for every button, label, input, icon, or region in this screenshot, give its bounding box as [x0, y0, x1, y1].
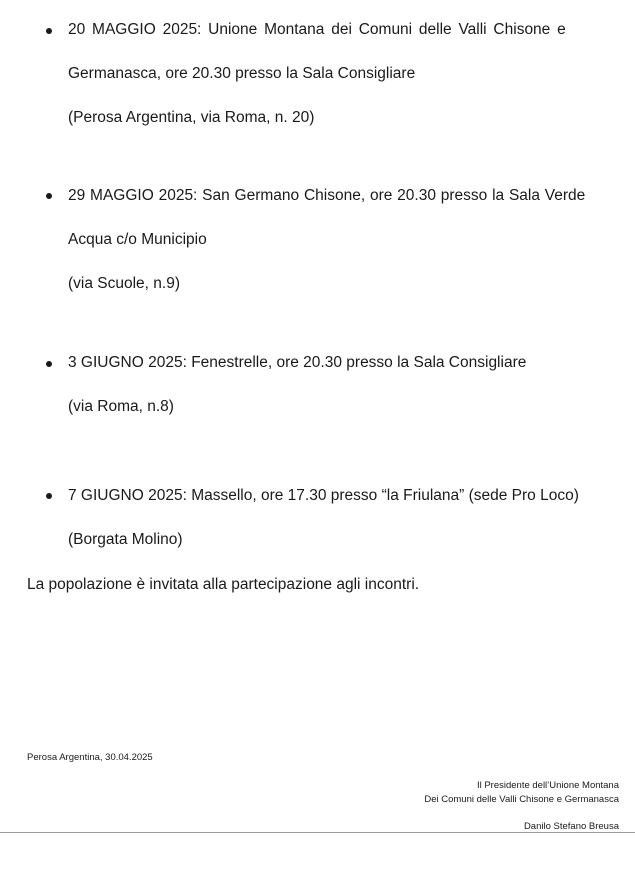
- bullet-icon: [46, 193, 54, 201]
- event-3-line-2: (via Roma, n.8): [68, 398, 174, 415]
- event-1-line-2: Germanasca, ore 20.30 presso la Sala Consigliare: [68, 65, 416, 82]
- bullet-icon: [46, 493, 54, 501]
- event-4-line-2: (Borgata Molino): [68, 531, 183, 548]
- signature-title-line-1: Il Presidente dell’Unione Montana: [476, 780, 619, 791]
- event-item-3: [68, 353, 620, 417]
- event-2-line-3: (via Scuole, n.9): [68, 275, 180, 292]
- event-1-line-3: (Perosa Argentina, via Roma, n. 20): [68, 109, 315, 126]
- signature-name: Danilo Stefano Breusa: [523, 821, 619, 832]
- signature-title-line-2: Dei Comuni delle Valli Chisone e Germanasca: [424, 794, 619, 805]
- event-4-line-1: 7 GIUGNO 2025: Massello, ore 17.30 presso “la Friulana” (sede Pro Loco): [68, 487, 579, 504]
- event-2-line-1: 29 MAGGIO 2025: San Germano Chisone, ore 20.30 presso la Sala Verde: [68, 187, 586, 204]
- event-1-line-1: 20 MAGGIO 2025: Unione Montana dei Comuni delle Valli Chisone e: [68, 21, 566, 38]
- footer-divider: [0, 832, 635, 833]
- event-item-2: [68, 186, 620, 294]
- bullet-icon: [46, 361, 54, 369]
- bullet-icon: [46, 28, 54, 36]
- closing-text: La popolazione è invitata alla partecipazione agli incontri.: [27, 576, 420, 593]
- event-3-line-1: 3 GIUGNO 2025: Fenestrelle, ore 20.30 presso la Sala Consigliare: [68, 354, 527, 371]
- event-item-1: [68, 20, 620, 128]
- event-2-line-2: Acqua c/o Municipio: [68, 231, 207, 248]
- event-item-4: [68, 486, 620, 550]
- place-date: Perosa Argentina, 30.04.2025: [27, 752, 153, 763]
